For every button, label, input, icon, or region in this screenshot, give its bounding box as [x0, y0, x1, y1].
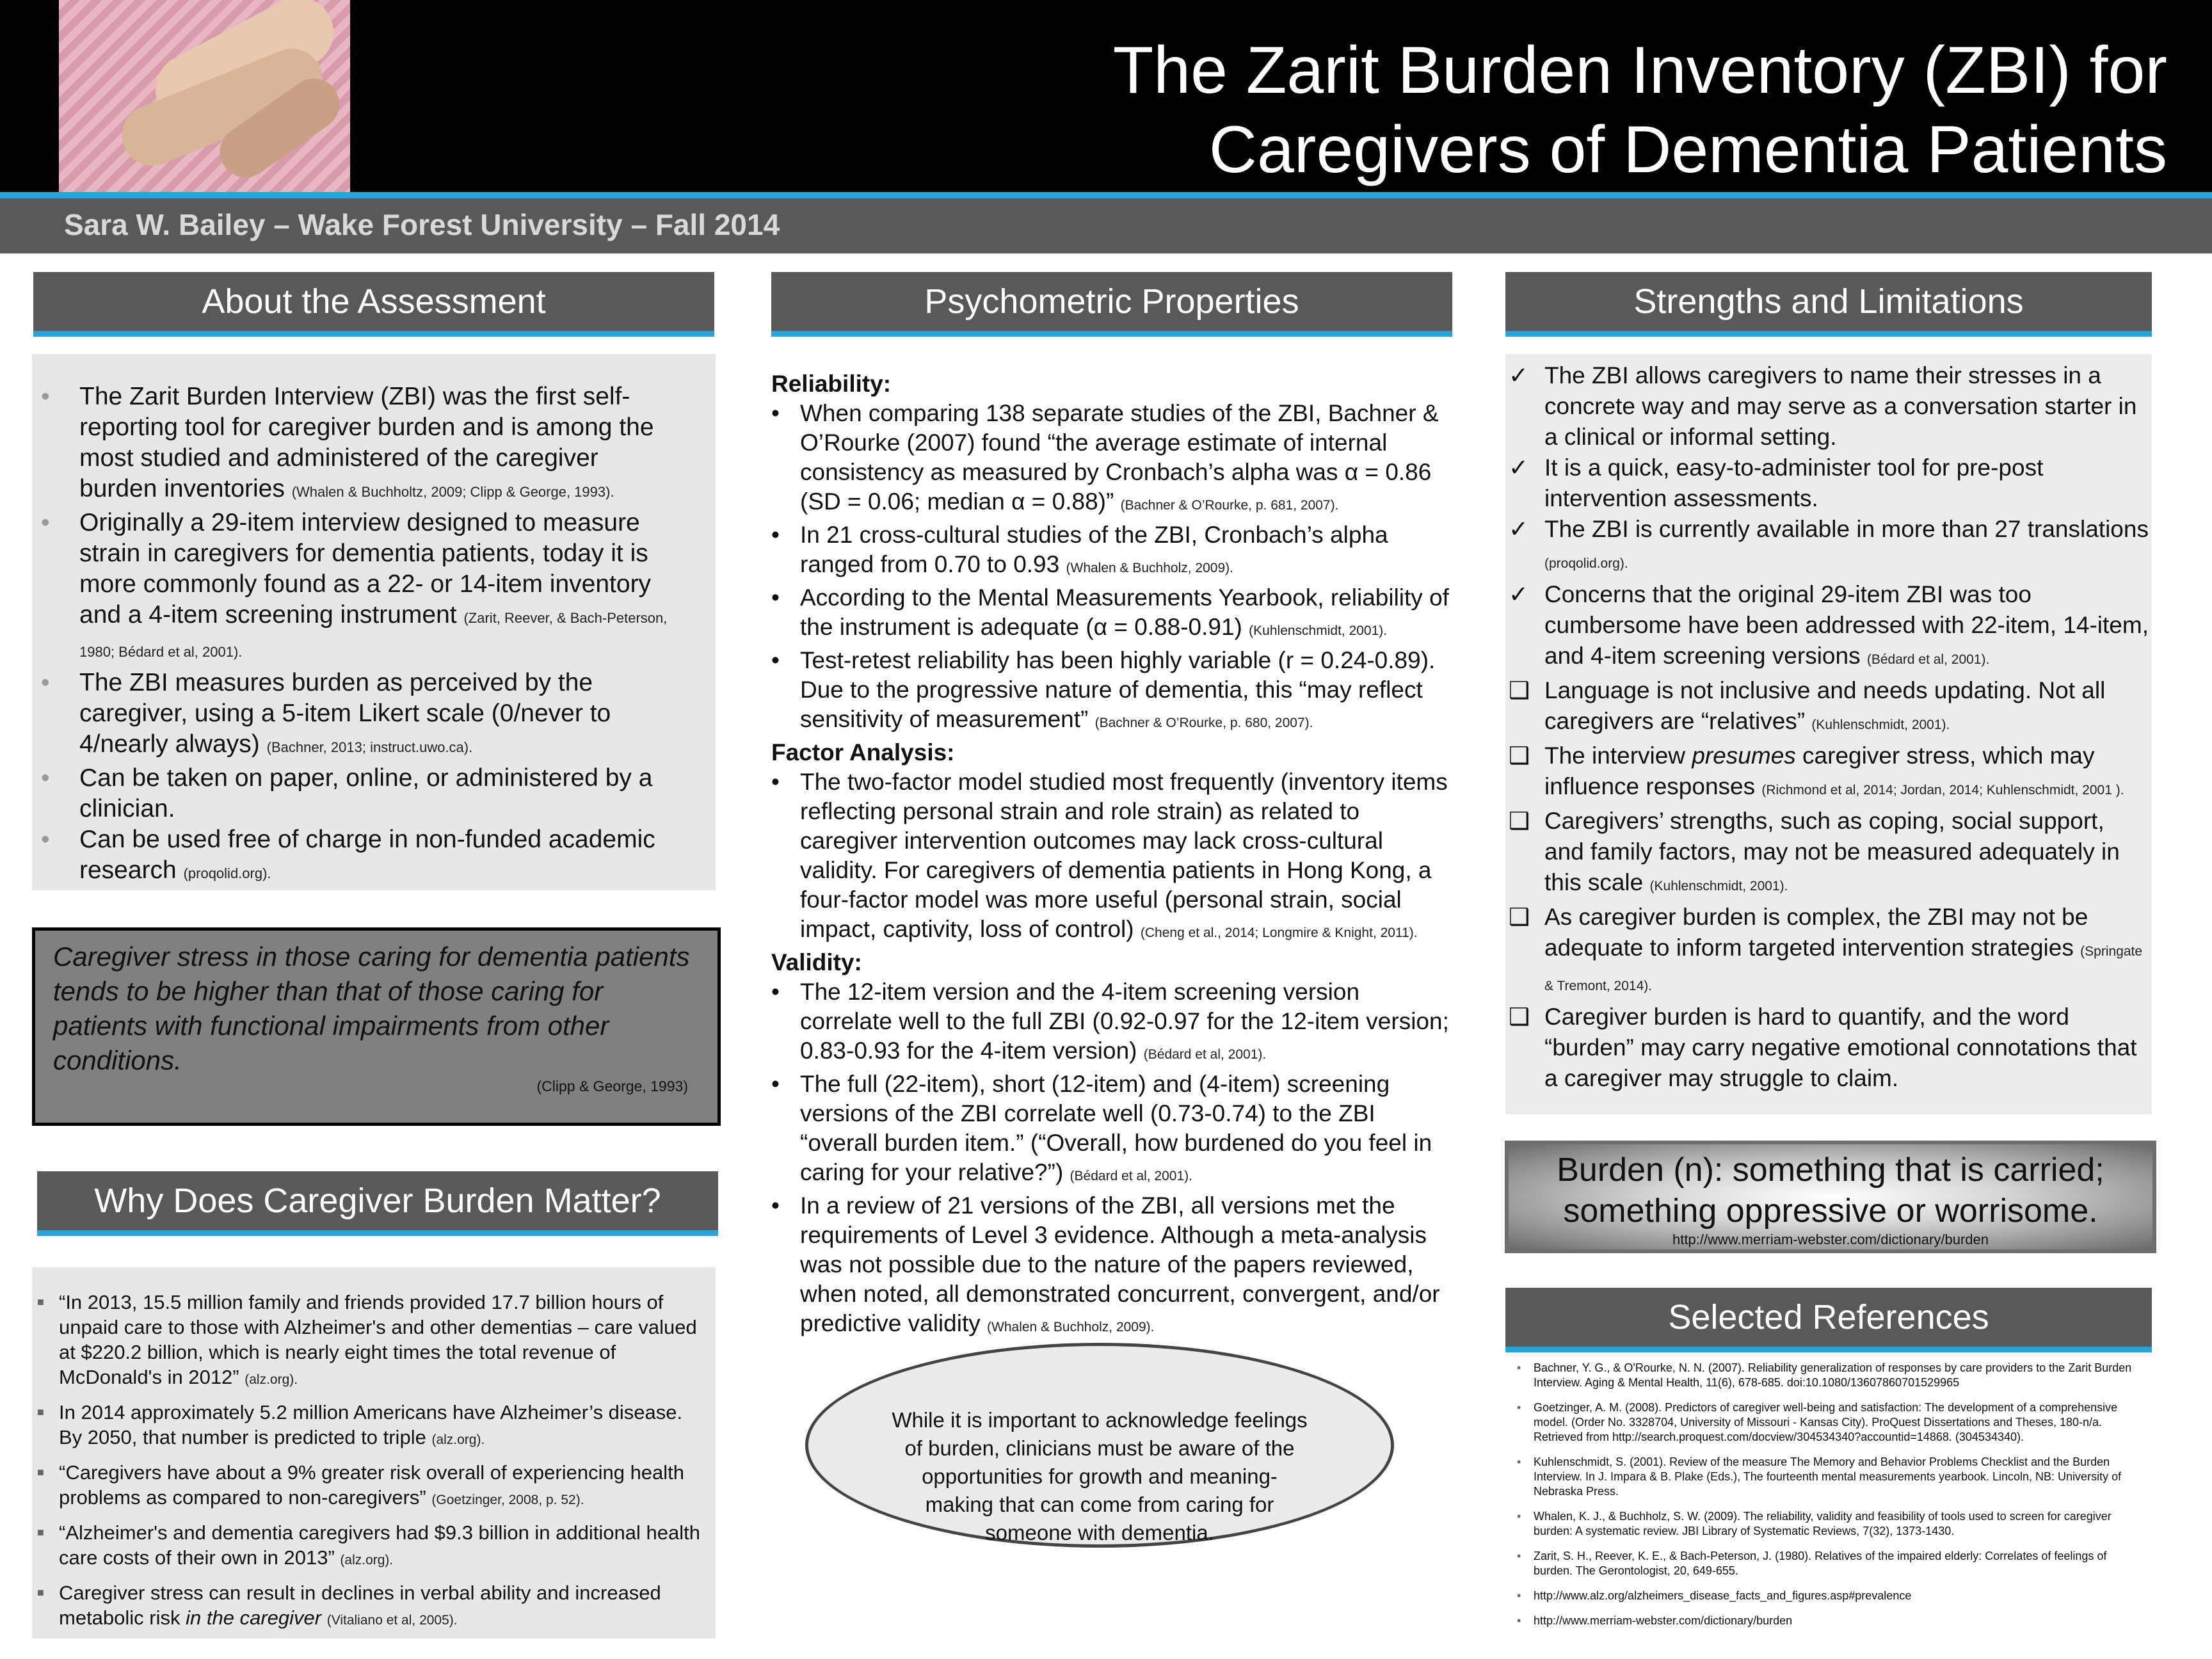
list-item: • The Zarit Burden Interview (ZBI) was the first self-reporting tool for caregiver burden and is among the most studied and administered of the caregiver burden inventories (Whalen & Buchholtz, 2009; Clipp & George, 1993). — [41, 383, 654, 502]
list-item: • The full (22-item), short (12-item) and (4-item) screening versions of the ZBI correlate well (0.73-0.74) to the ZBI “overall burden item.” (“Overall, how burdened do you feel in caring for your relative?”) (Bédard et al, 2001). — [771, 1071, 1432, 1185]
list-item: ✓ It is a quick, easy-to-administer tool for pre-post intervention assessments. — [1509, 454, 2044, 511]
caregiver-hands-photo — [59, 0, 350, 192]
reference-item[interactable]: • http://www.alz.org/alzheimers_disease_facts_and_figures.asp#prevalence — [1517, 1589, 1912, 1602]
validity-label: Validity: — [771, 949, 862, 975]
title-line-1: The Zarit Burden Inventory (ZBI) for — [1112, 33, 2167, 108]
reliability-list — [771, 399, 1453, 738]
list-item: ❑ Caregivers’ strengths, such as coping, social support, and family factors, may not be measured adequately in this scale (Kuhlenschmidt, 2001). — [1509, 808, 2120, 895]
list-item: ■ “Caregivers have about a 9% greater risk overall of experiencing health problems as compared to non-caregivers” (Goetzinger, 2008, p. 52). — [37, 1461, 685, 1509]
list-item: ✓ The ZBI allows caregivers to name their stresses in a concrete way and may serve as a conversation starter in a clinical or informal setting. — [1509, 362, 2137, 450]
reference-item[interactable]: • http://www.merriam-webster.com/dictionary/burden — [1517, 1614, 1793, 1627]
list-item: • The ZBI measures burden as perceived by the caregiver, using a 5-item Likert scale (0/never to 4/nearly always) (Bachner, 2013; instruct.uwo.ca). — [41, 669, 611, 758]
factor-analysis-label: Factor Analysis: — [771, 739, 955, 765]
header-divider — [0, 192, 2212, 198]
list-item: ■ In 2014 approximately 5.2 million Americans have Alzheimer’s disease. By 2050, that number is predicted to triple (alz.org). — [37, 1401, 683, 1448]
author-text: Sara W. Bailey – Wake Forest University – Fall 2014 — [64, 208, 780, 241]
list-item: • When comparing 138 separate studies of the ZBI, Bachner & O’Rourke (2007) found “the average estimate of internal consistency as measured by Cronbach’s alpha was α = 0.86 (SD = 0.06; median α = 0.88)” (Bachner & O’Rourke, p. 681, 2007). — [771, 400, 1439, 515]
about-heading: About the Assessment — [33, 272, 714, 337]
reference-item: • Bachner, Y. G., & O'Rourke, N. N. (2007). Reliability generalization of responses by care providers to the Zarit Burden Interview. Aging & Mental Health, 11(6), 678-685. doi:10.1080/13607860701529965 — [1517, 1361, 2132, 1389]
list-item: • According to the Mental Measurements Yearbook, reliability of the instrument is adequate (α = 0.88-0.91) (Kuhlenschmidt, 2001). — [771, 584, 1449, 640]
list-item: ❑ Caregiver burden is hard to quantify, and the word “burden” may carry negative emotional connotations that a caregiver may struggle to claim. — [1509, 1004, 2137, 1091]
why-heading: Why Does Caregiver Burden Matter? — [37, 1171, 718, 1236]
author-bar — [0, 198, 2212, 253]
list-item: ✓ The ZBI is currently available in more than 27 translations (proqolid.org). — [1509, 516, 2149, 571]
reference-item: • Kuhlenschmidt, S. (2001). Review of the measure The Memory and Behavior Problems Checklist and the Burden Interview. In J. Impara & B. Plake (Eds.), The fourteenth mental measurements yearbook. Lincoln, NB: University of Nebraska Press. — [1517, 1455, 2122, 1498]
reference-item: • Goetzinger, A. M. (2008). Predictors of caregiver well-being and satisfaction: The development of a comprehensive model. (Order No. 3328704, University of Missouri - Kansas City). ProQuest Dissertations and Theses, 180-n/a. Retrieved from http://search.proquest.com/docview/304534340?accountid=14868. (304534340). — [1517, 1401, 2118, 1443]
list-item: ■ Caregiver stress can result in declines in verbal ability and increased metabolic risk in the caregiver (Vitaliano et al, 2005). — [37, 1582, 661, 1629]
poster-title — [1113, 31, 2167, 189]
list-item: • Can be used free of charge in non-funded academic research (proqolid.org). — [41, 826, 655, 884]
psychometric-content — [771, 369, 1453, 1342]
about-list — [33, 381, 673, 889]
list-item: ❑ Language is not inclusive and needs updating. Not all caregivers are “relatives” (Kuhlenschmidt, 2001). — [1509, 677, 2106, 734]
list-item: • Test-retest reliability has been highly variable (r = 0.24-0.89). Due to the progressive nature of dementia, this “may reflect sensitivity of measurement” (Bachner & O’Rourke, p. 680, 2007). — [771, 647, 1436, 732]
quote-text: Caregiver stress in those caring for dementia patients tends to be higher than that of those caring for patients with functional impairments from other conditions. — [53, 942, 690, 1075]
validity-list — [771, 977, 1453, 1342]
strengths-list — [1509, 360, 2149, 1094]
psychometric-heading: Psychometric Properties — [771, 272, 1452, 337]
growth-callout-ellipse — [805, 1343, 1394, 1548]
list-item: ✓ Concerns that the original 29-item ZBI was too cumbersome have been addressed with 22-item, 14-item, and 4-item screening versions (Bédard et al, 2001). — [1509, 581, 2149, 669]
list-item: • In a review of 21 versions of the ZBI, all versions met the requirements of Level 3 evidence. Although a meta-analysis was not possible due to the nature of the papers reviewed, when noted, all demonstrated concurrent, convergent, and/or predictive validity (Whalen & Buchholz, 2009). — [771, 1192, 1440, 1336]
list-item: • The 12-item version and the 4-item screening version correlate well to the full ZBI (0.92-0.97 for the 12-item version; 0.83-0.93 for the 4-item version) (Bédard et al, 2001). — [771, 979, 1449, 1064]
list-item: • In 21 cross-cultural studies of the ZBI, Cronbach’s alpha ranged from 0.70 to 0.93 (Whalen & Buchholz, 2009). — [771, 522, 1388, 577]
references-list — [1517, 1361, 2144, 1639]
callout-text: While it is important to acknowledge feelings of burden, clinicians must be aware of the opportunities for growth and meaning-making that can come from caring for someone with dementia. — [892, 1408, 1308, 1544]
quote-citation: (Clipp & George, 1993) — [536, 1078, 688, 1094]
list-item: • The two-factor model studied most frequently (inventory items reflecting personal strain and role strain) as related to caregiver intervention outcomes may lack cross-cultural validity. For caregivers of dementia patients in Hong Kong, a four-factor model was more useful (personal strain, social impact, captivity, loss of control) (Cheng et al., 2014; Longmire & Knight, 2011). — [771, 769, 1448, 942]
reference-item: • Zarit, S. H., Reever, K. E., & Bach-Peterson, J. (1980). Relatives of the impaired elderly: Correlates of feelings of burden. The Gerontologist, 20, 649-655. — [1517, 1550, 2107, 1577]
list-item: ■ “Alzheimer's and dementia caregivers had $9.3 billion in additional health care costs of their own in 2013” (alz.org). — [37, 1521, 700, 1569]
burden-definition: Burden (n): something that is carried; something oppressive or worrisome. — [1557, 1151, 2104, 1230]
references-heading: Selected References — [1505, 1288, 2152, 1352]
title-line-2: Caregivers of Dementia Patients — [1208, 113, 2167, 187]
reliability-label: Reliability: — [771, 371, 892, 397]
strengths-heading: Strengths and Limitations — [1505, 272, 2152, 337]
burden-definition-box — [1505, 1141, 2156, 1253]
poster-header — [0, 0, 2212, 192]
list-item: ❑ The interview presumes caregiver stress, which may influence responses (Richmond et al, 2014; Jordan, 2014; Kuhlenschmidt, 2001 ). — [1509, 742, 2124, 799]
burden-url: http://www.merriam-webster.com/dictionary/burden — [1672, 1231, 1989, 1247]
list-item: ■ “In 2013, 15.5 million family and friends provided 17.7 billion hours of unpaid care to those with Alzheimer's and other dementias – care valued at $220.2 billion, which is nearly eight times the total revenue of McDonald's in 2012” (alz.org). — [37, 1291, 697, 1388]
reference-item: • Whalen, K. J., & Buchholz, S. W. (2009). The reliability, validity and feasibility of tools used to screen for caregiver burden: A systematic review. JBI Library of Systematic Reviews, 7(32), 1373-1430. — [1517, 1510, 2112, 1537]
list-item: ❑ As caregiver burden is complex, the ZBI may not be adequate to inform targeted intervention strategies (Springate & Tremont, 2014). — [1509, 904, 2143, 993]
list-item: • Originally a 29-item interview designed to measure strain in caregivers for dementia patients, today it is more commonly found as a 22- or 14-item inventory and a 4-item screening instrument (Zarit, Reever, & Bach-Peterson, 1980; Bédard et al, 2001). — [41, 509, 668, 660]
factor-list — [771, 767, 1453, 948]
list-item: • Can be taken on paper, online, or administered by a clinician. — [41, 764, 653, 822]
caregiver-stress-quote — [32, 927, 721, 1126]
why-list — [37, 1290, 703, 1640]
